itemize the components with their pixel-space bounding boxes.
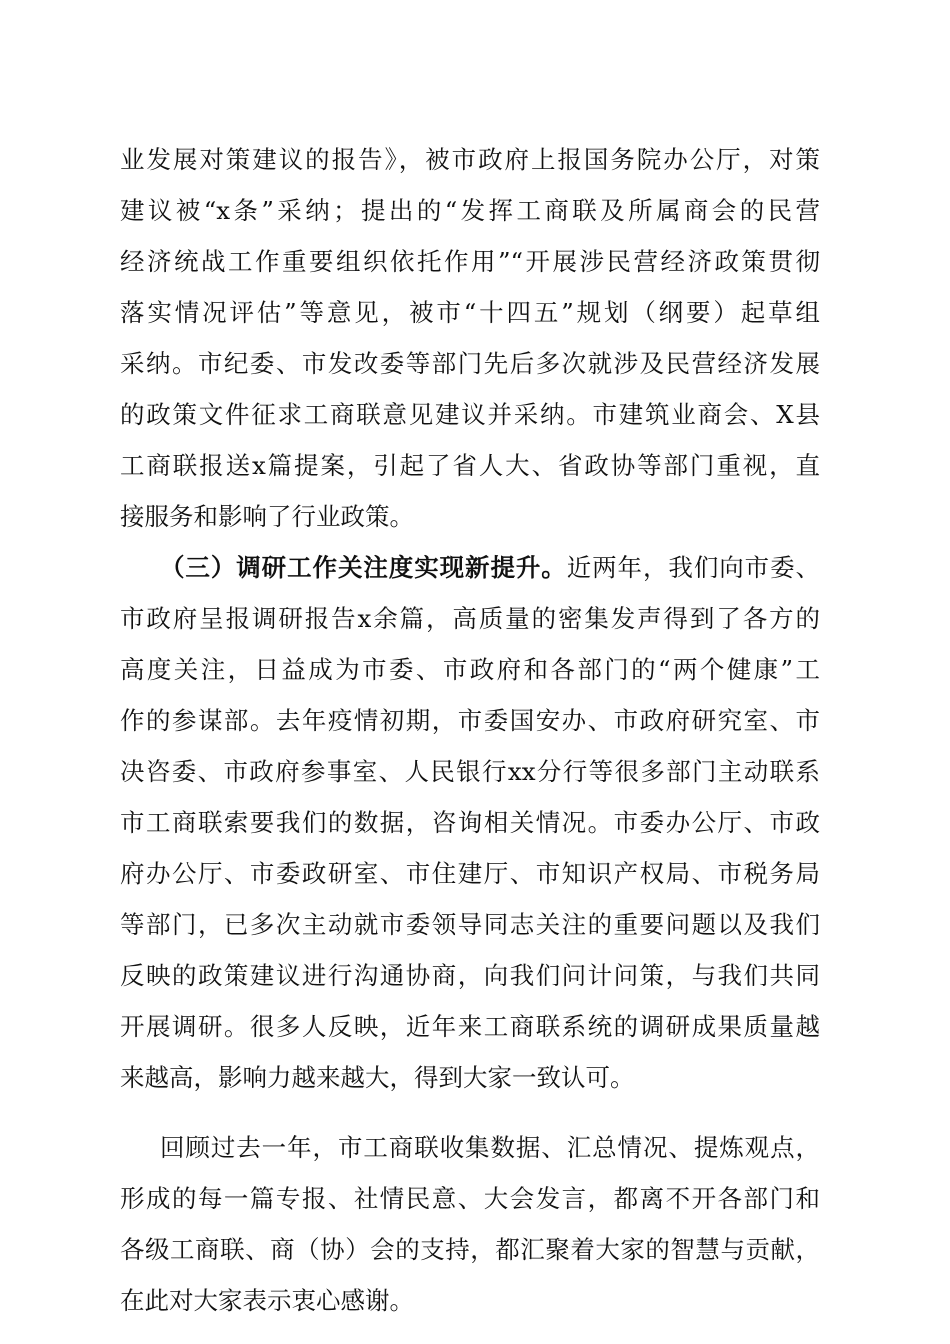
paragraph-1-line-2: 建议被“x条”采纳；提出的“发挥工商联及所属商会的民营 (120, 196, 820, 225)
paragraph-2-line-3: 高度关注，日益成为市委、市政府和各部门的“两个健康”工 (120, 655, 820, 684)
paragraph-1-line-3: 经济统战工作重要组织依托作用”“开展涉民营经济政策贯彻 (120, 247, 820, 276)
paragraph-3-line-1: 回顾过去一年，市工商联收集数据、汇总情况、提炼观点， (160, 1133, 820, 1162)
paragraph-2-line-9: 反映的政策建议进行沟通协商，向我们问计问策，与我们共同 (120, 961, 820, 990)
paragraph-1-line-5: 采纳。市纪委、市发改委等部门先后多次就涉及民营经济发展 (120, 349, 820, 378)
paragraph-2-line-2: 市政府呈报调研报告x余篇，高质量的密集发声得到了各方的 (120, 604, 820, 633)
paragraph-2-intro: 近两年，我们向市委、 (566, 553, 820, 582)
paragraph-1-line-7: 工商联报送x篇提案，引起了省人大、省政协等部门重视，直 (120, 451, 820, 480)
paragraph-1-line-1: 业发展对策建议的报告》，被市政府上报国务院办公厅，对策 (120, 145, 820, 174)
paragraph-2-line-5: 决咨委、市政府参事室、人民银行xx分行等很多部门主动联系 (120, 757, 820, 786)
paragraph-2-line-7: 府办公厅、市委政研室、市住建厅、市知识产权局、市税务局 (120, 859, 820, 888)
paragraph-2-line-8: 等部门，已多次主动就市委领导同志关注的重要问题以及我们 (120, 910, 820, 939)
paragraph-2-line-10: 开展调研。很多人反映，近年来工商联系统的调研成果质量越 (120, 1012, 820, 1041)
paragraph-1-line-6: 的政策文件征求工商联意见建议并采纳。市建筑业商会、X县 (120, 400, 820, 429)
paragraph-2-line-11: 来越高，影响力越来越大，得到大家一致认可。 (120, 1063, 635, 1092)
section-heading: （三）调研工作关注度实现新提升。 (160, 553, 567, 582)
paragraph-2-line-1 (160, 553, 820, 583)
paragraph-3-line-2: 形成的每一篇专报、社情民意、大会发言，都离不开各部门和 (120, 1184, 820, 1213)
paragraph-1-line-8: 接服务和影响了行业政策。 (120, 502, 414, 531)
paragraph-2-line-6: 市工商联索要我们的数据，咨询相关情况。市委办公厅、市政 (120, 808, 820, 837)
paragraph-3-line-3: 各级工商联、商（协）会的支持，都汇聚着大家的智慧与贡献， (120, 1235, 820, 1264)
paragraph-2-line-4: 作的参谋部。去年疫情初期，市委国安办、市政府研究室、市 (120, 706, 820, 735)
paragraph-3-line-4: 在此对大家表示衷心感谢。 (120, 1286, 414, 1315)
paragraph-1-line-4: 落实情况评估”等意见，被市“十四五”规划（纲要）起草组 (120, 298, 820, 327)
